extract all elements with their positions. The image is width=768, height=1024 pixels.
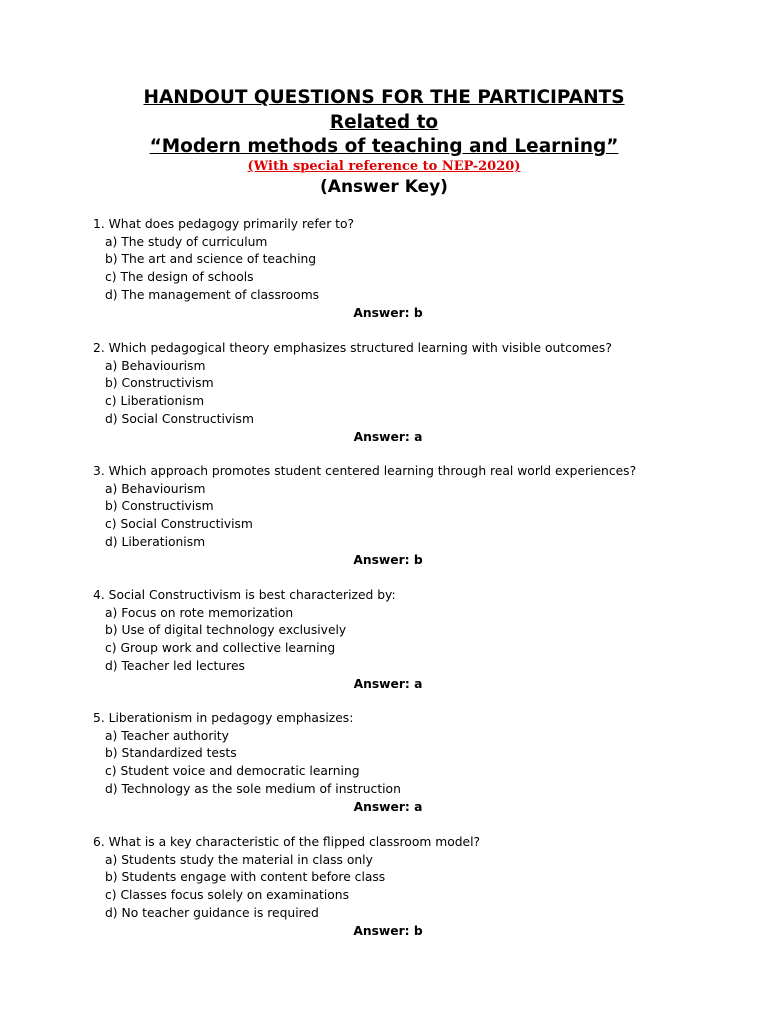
option-b: b) Constructivism (105, 499, 214, 514)
option-a: a) Behaviourism (105, 358, 206, 373)
handout-title: HANDOUT QUESTIONS FOR THE PARTICIPANTS (143, 87, 625, 108)
option-c: c) Social Constructivism (105, 517, 253, 532)
question-block-4 (93, 587, 733, 693)
option-c: c) Classes focus solely on examinations (105, 888, 350, 903)
question-block-2 (93, 340, 733, 446)
answer-label: Answer: b (353, 923, 423, 938)
option-c: c) Liberationism (105, 394, 205, 409)
option-b: b) Constructivism (105, 376, 214, 391)
related-to-heading: Related to (329, 112, 439, 133)
option-c: c) Group work and collective learning (105, 641, 336, 656)
option-a: a) Focus on rote memorization (105, 605, 294, 620)
answer-label: Answer: b (353, 305, 423, 320)
question-text: 1. What does pedagogy primarily refer to? (93, 217, 355, 231)
answer-label: Answer: a (353, 429, 423, 444)
question-text: 6. What is a key characteristic of the flipped classroom model? (93, 835, 481, 849)
option-b: b) The art and science of teaching (105, 252, 317, 267)
option-a: a) Behaviourism (105, 481, 206, 496)
option-d: d) Social Constructivism (105, 411, 254, 426)
answer-key-heading: (Answer Key) (320, 177, 448, 197)
option-a: a) Students study the material in class only (105, 852, 373, 867)
question-block-6 (93, 834, 733, 940)
answer-label: Answer: a (353, 676, 423, 691)
question-text: 4. Social Constructivism is best characterized by: (93, 588, 396, 602)
option-d: d) No teacher guidance is required (105, 905, 319, 920)
question-block-3 (93, 463, 733, 569)
option-d: d) The management of classrooms (105, 287, 320, 302)
question-block-5 (93, 710, 733, 816)
option-c: c) Student voice and democratic learning (105, 764, 360, 779)
option-d: d) Liberationism (105, 534, 206, 549)
question-text: 3. Which approach promotes student centered learning through real world experiences? (93, 464, 637, 478)
option-b: b) Use of digital technology exclusively (105, 623, 347, 638)
nep-reference: (With special reference to NEP-2020) (247, 159, 521, 174)
subject-heading: “Modern methods of teaching and Learning” (149, 136, 619, 157)
question-text: 5. Liberationism in pedagogy emphasizes: (93, 711, 354, 725)
option-a: a) Teacher authority (105, 728, 229, 743)
option-c: c) The design of schools (105, 270, 254, 285)
option-b: b) Students engage with content before class (105, 870, 386, 885)
option-b: b) Standardized tests (105, 746, 237, 761)
question-text: 2. Which pedagogical theory emphasizes structured learning with visible outcomes? (93, 341, 612, 355)
answer-label: Answer: b (353, 552, 423, 567)
answer-label: Answer: a (353, 799, 423, 814)
question-block-1 (93, 216, 733, 322)
option-d: d) Teacher led lectures (105, 658, 245, 673)
option-a: a) The study of curriculum (105, 234, 268, 249)
option-d: d) Technology as the sole medium of instruction (105, 781, 401, 796)
